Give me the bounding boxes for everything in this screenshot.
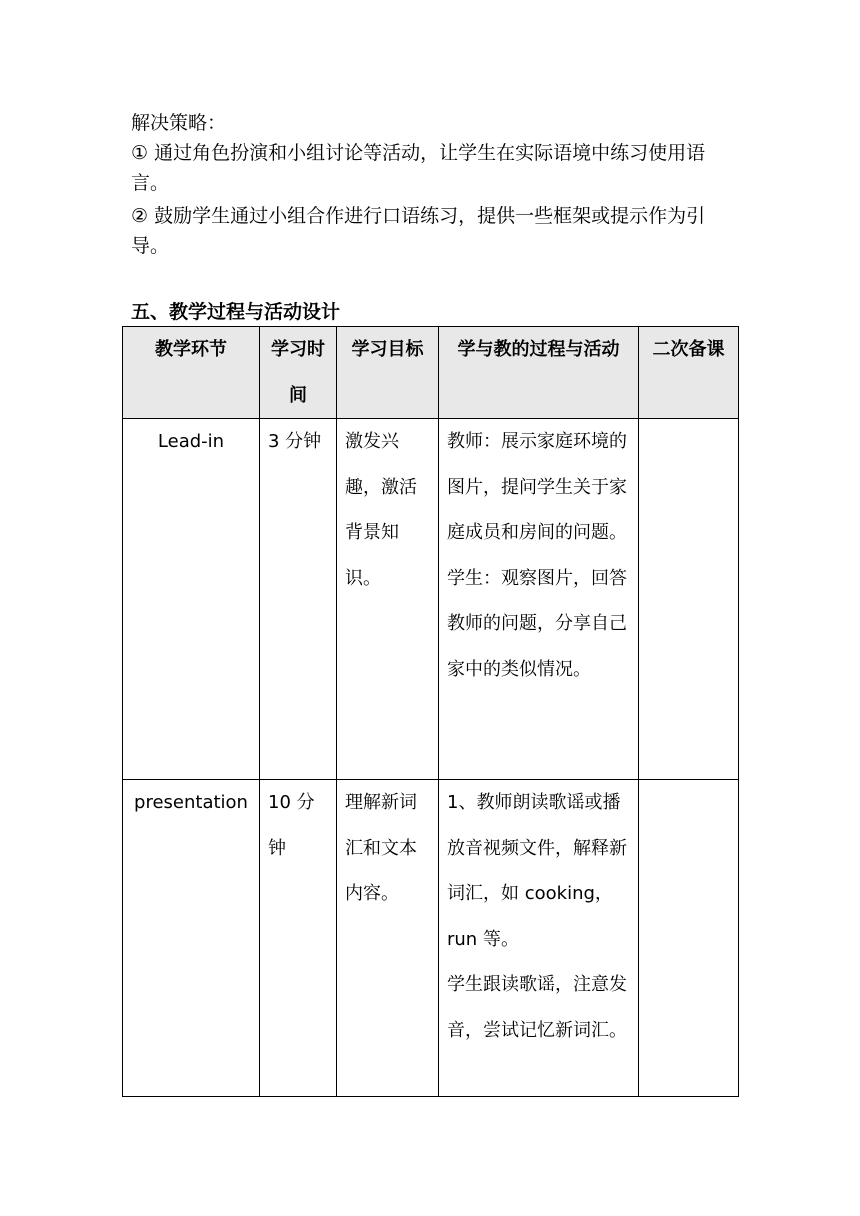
process-student: 学生：观察图片，回答教师的问题，分享自己家中的类似情况。 — [447, 567, 627, 680]
table-row — [123, 419, 739, 780]
cell-stage: presentation — [123, 780, 260, 1097]
table-header-row — [123, 327, 739, 419]
header-stage: 教学环节 — [123, 327, 260, 419]
cell-stage: Lead-in — [123, 419, 260, 780]
header-goal: 学习目标 — [337, 327, 439, 419]
cell-goal: 理解新词汇和文本内容。 — [337, 780, 439, 1097]
cell-process — [439, 780, 639, 1097]
strategy-item: ② 鼓励学生通过小组合作进行口语练习，提供一些框架或提示作为引导。 — [131, 205, 706, 257]
header-notes: 二次备课 — [639, 327, 739, 419]
table-row — [123, 780, 739, 1097]
cell-time: 10 分钟 — [260, 780, 337, 1097]
strategy-title: 解决策略： — [131, 112, 227, 134]
cell-notes — [639, 780, 739, 1097]
header-time: 学习时间 — [260, 327, 337, 419]
teaching-process-table — [122, 326, 739, 1097]
process-teacher: 教师：展示家庭环境的图片，提问学生关于家庭成员和房间的问题。 — [447, 431, 627, 543]
cell-notes — [639, 419, 739, 780]
cell-time: 3 分钟 — [260, 419, 337, 780]
header-process: 学与教的过程与活动 — [439, 327, 639, 419]
cell-goal: 激发兴趣，激活背景知识。 — [337, 419, 439, 780]
process-student: 学生跟读歌谣，注意发音，尝试记忆新词汇。 — [447, 974, 627, 1041]
cell-process — [439, 419, 639, 780]
process-teacher: 1、教师朗读歌谣或播放音视频文件，解释新词汇，如 cooking，run 等。 — [447, 792, 627, 950]
strategy-item: ① 通过角色扮演和小组讨论等活动，让学生在实际语境中练习使用语言。 — [131, 142, 706, 194]
section-title: 五、教学过程与活动设计 — [131, 301, 341, 323]
